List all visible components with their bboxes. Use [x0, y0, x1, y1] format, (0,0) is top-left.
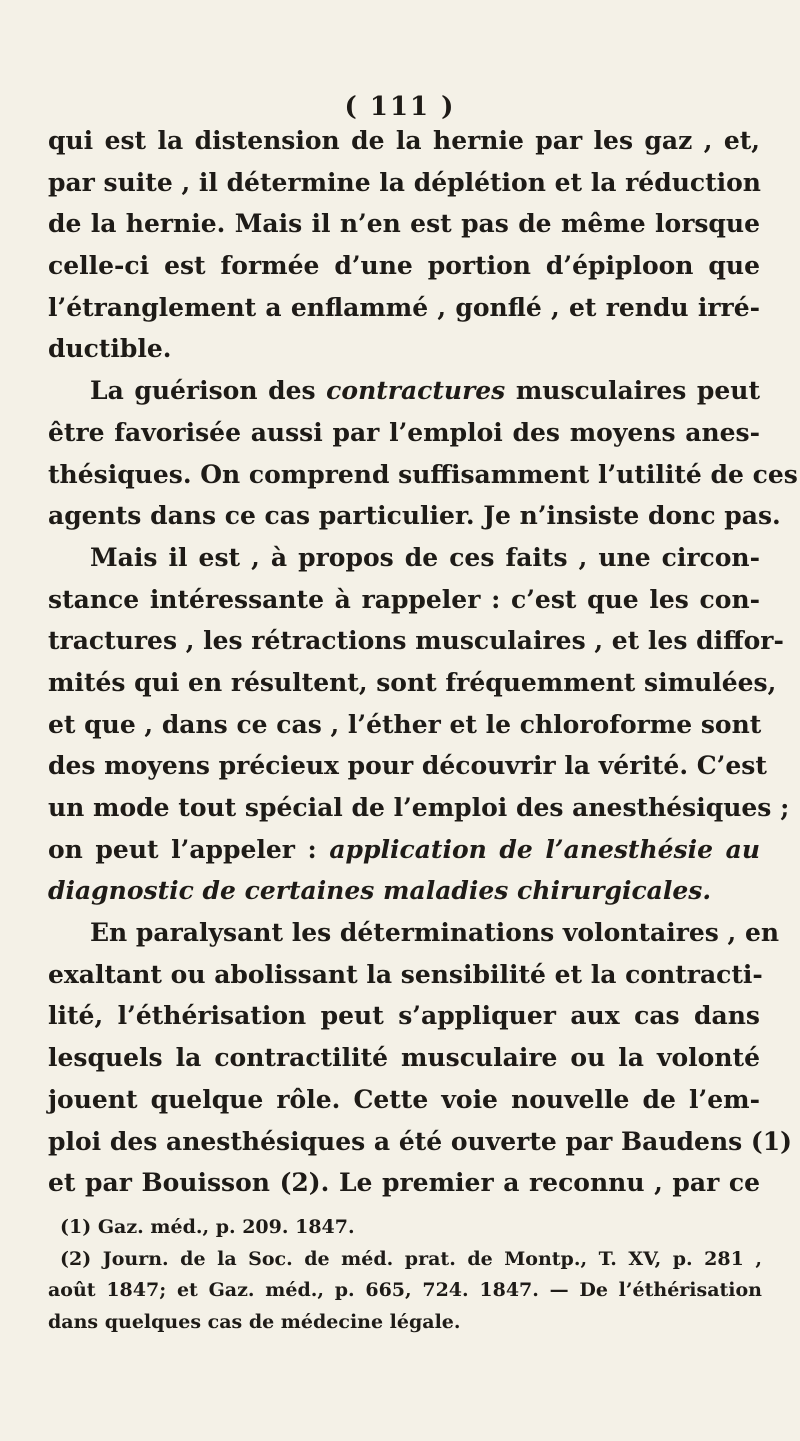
text-line: et que , dans ce cas , l’éther et le chloroforme sont	[48, 709, 762, 739]
text-line: l’étranglement a enflammé , gonflé , et rendu irré-	[48, 292, 760, 322]
footnote-line: (2) Journ. de la Soc. de méd. prat. de Montp., T. XV, p. 281 ,	[60, 1247, 762, 1270]
text-line: lesquels la contractilité musculaire ou la volonté	[48, 1043, 760, 1073]
footnote-line: août 1847; et Gaz. méd., p. 665, 724. 1847. — De l’éthérisation	[48, 1279, 762, 1301]
page-number: ( 111 )	[344, 92, 456, 122]
text-line: stance intéressante à rappeler : c’est que les con-	[48, 584, 760, 614]
footnotes	[48, 1212, 762, 1338]
text-line: par suite , il détermine la déplétion et la réduction	[48, 167, 761, 197]
text-line: mités qui en résultent, sont fréquemment simulées,	[48, 667, 777, 697]
text-line: Mais il est , à propos de ces faits , une circon-	[90, 542, 760, 572]
text-line: agents dans ce cas particulier. Je n’insiste donc pas.	[48, 501, 781, 531]
text-line: de la hernie. Mais il n’en est pas de même lorsque	[48, 209, 760, 239]
body-text	[48, 120, 798, 1204]
footnote-line: dans quelques cas de médecine légale.	[48, 1310, 461, 1333]
text-line: qui est la distension de la hernie par les gaz , et,	[48, 126, 760, 155]
text-line: on peut l’appeler : application de l’anesthésie au	[48, 834, 760, 864]
text-line: celle-ci est formée d’une portion d’épiploon que	[48, 251, 760, 281]
text-line: thésiques. On comprend suffisamment l’utilité de ces	[48, 459, 798, 489]
text-line: ductible.	[48, 334, 172, 364]
text-line: En paralysant les déterminations volontaires , en	[90, 918, 780, 948]
text-line: être favorisée aussi par l’emploi des moyens anes-	[48, 417, 760, 447]
text-line: exaltant ou abolissant la sensibilité et la contracti-	[48, 959, 763, 989]
text-line: ploi des anesthésiques a été ouverte par Baudens (1)	[48, 1126, 792, 1156]
footnote-line: (1) Gaz. méd., p. 209. 1847.	[60, 1216, 355, 1238]
text-line: des moyens précieux pour découvrir la vérité. C’est	[48, 751, 767, 781]
text-line: tractures , les rétractions musculaires , et les diffor-	[48, 626, 784, 656]
text-line: un mode tout spécial de l’emploi des anesthésiques ;	[48, 793, 790, 822]
text-line: La guérison des contractures musculaires peut	[90, 376, 760, 406]
text-line: et par Bouisson (2). Le premier a reconnu , par ce	[48, 1168, 760, 1198]
text-line: jouent quelque rôle. Cette voie nouvelle de l’em-	[48, 1084, 760, 1114]
text-line: diagnostic de certaines maladies chirurgicales.	[48, 876, 712, 906]
text-line: lité, l’éthérisation peut s’appliquer aux cas dans	[48, 1001, 760, 1031]
